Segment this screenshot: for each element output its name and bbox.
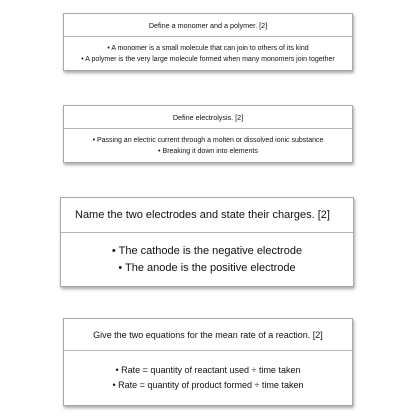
card-answer [61,233,353,286]
answer-line: • A monomer is a small molecule that can join to others of its kind [107,44,309,52]
card-answer [64,351,352,405]
answer-line: • The cathode is the negative electrode [111,244,303,257]
card-question: Define electrolysis. [2] [64,106,352,129]
card-answer [64,129,352,162]
answer-line: • A polymer is the very large molecule formed when many monomers join together [81,55,335,63]
flashcard-electrolysis [63,105,353,163]
answer-line: • Breaking it down into elements [158,147,258,155]
answer-line: • The anode is the positive electrode [118,261,296,274]
card-question: Give the two equations for the mean rate of a reaction. [2] [64,319,352,351]
answer-line: • Rate = quantity of product formed ÷ time taken [112,380,304,390]
flashcard-monomer-polymer [63,13,353,71]
answer-line: • Rate = quantity of reactant used ÷ time taken [115,365,301,375]
card-question: Define a monomer and a polymer. [2] [64,14,352,37]
card-answer [64,37,352,70]
flashcard-electrodes [60,197,354,287]
flashcard-mean-rate [63,318,353,406]
answer-line: • Passing an electric current through a molten or dissolved ionic substance [92,136,324,144]
card-question: Name the two electrodes and state their charges. [2] [61,198,353,233]
